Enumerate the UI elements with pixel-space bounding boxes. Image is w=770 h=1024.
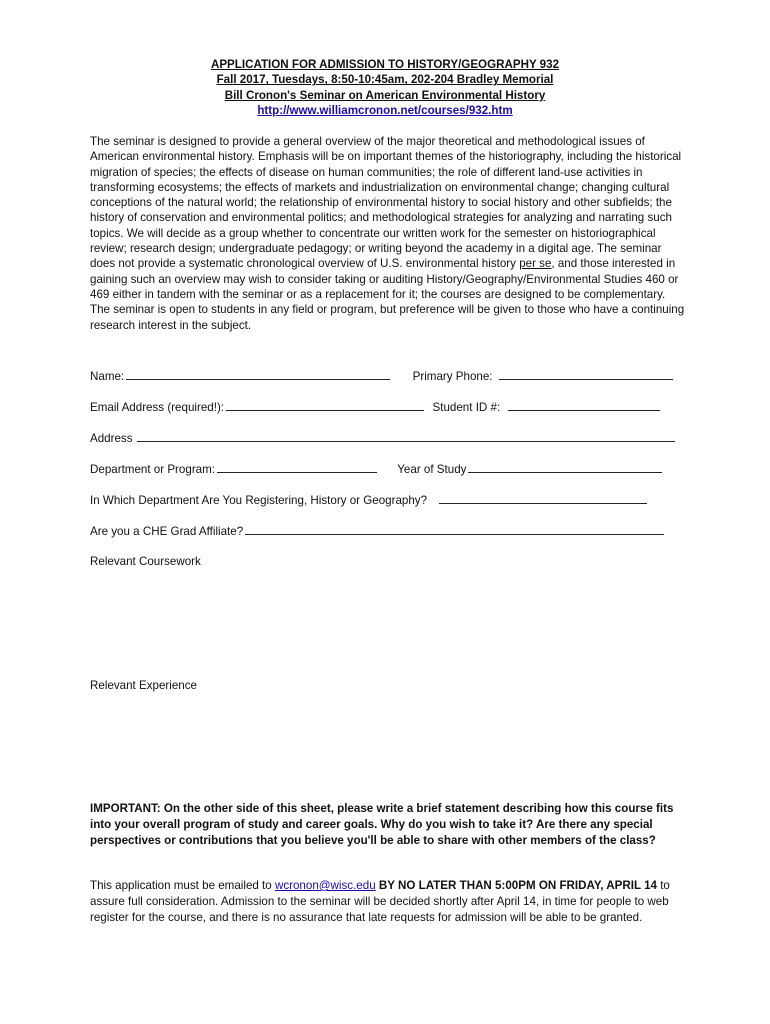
name-label: Name: xyxy=(90,370,125,383)
per-se-text: per se xyxy=(519,257,552,271)
phone-label: Primary Phone: xyxy=(412,370,493,383)
year-field[interactable] xyxy=(468,461,662,473)
course-url-link[interactable]: http://www.williamcronon.net/courses/932.htm xyxy=(257,104,513,118)
important-notice: IMPORTANT: On the other side of this sheet, please write a brief statement describing how this course fits into your overall program of study and career goals. Why do you wish to take it? Are there any special perspectives or contributions that you believe you'll be able to share with other members of the class? xyxy=(90,802,674,847)
name-field[interactable] xyxy=(126,368,390,380)
registering-row xyxy=(90,492,647,508)
description-part-1: The seminar is designed to provide a general overview of the major theoretical and methodological issues of American environmental history. Emphasis will be on important themes of the historiography, including the historical migration of species; the effects of disease on human communities; the role of different land-use activities in transforming ecosystems; the effects of markets and industrialization on environmental change; changing cultural conceptions of the natural world; the relationship of environmental history to social history and other subfields; the history of conservation and environmental politics; and methodological strategies for analyzing and narrating such topics. We will decide as a group whether to concentrate our written work for the semester on historiographical review; research design; undergraduate pedagogy; or writing beyond the academy in a digital age. The seminar does not provide a systematic chronological overview of U.S. environmental history xyxy=(90,135,682,271)
footer-rest: to assure full consideration. Admission to the seminar will be decided shortly after April 14, in time for people to web register for the course, and there is no assurance that late requests for admission will be able to be granted. xyxy=(90,879,670,924)
footer-lead: This application must be emailed to xyxy=(90,879,275,892)
deadline-text: BY NO LATER THAN 5:00PM ON FRIDAY, APRIL 14 xyxy=(375,879,657,892)
address-row xyxy=(90,430,675,446)
department-label: Department or Program: xyxy=(90,463,216,476)
seminar-description xyxy=(90,134,686,333)
application-header xyxy=(90,57,680,119)
name-row xyxy=(90,368,673,384)
phone-field[interactable] xyxy=(499,368,673,380)
course-schedule: Fall 2017, Tuesdays, 8:50-10:45am, 202-204 Bradley Memorial xyxy=(216,73,554,87)
application-title: APPLICATION FOR ADMISSION TO HISTORY/GEOGRAPHY 932 xyxy=(210,58,560,71)
che-label: Are you a CHE Grad Affiliate? xyxy=(90,525,244,538)
department-field[interactable] xyxy=(217,461,377,473)
experience-label: Relevant Experience xyxy=(90,679,197,692)
email-label: Email Address (required!): xyxy=(90,401,225,414)
submission-instructions xyxy=(90,878,682,925)
contact-email-link[interactable]: wcronon@wisc.edu xyxy=(274,879,376,892)
registering-label: In Which Department Are You Registering, History or Geography? xyxy=(90,494,428,507)
student-id-field[interactable] xyxy=(508,399,660,411)
email-row xyxy=(90,399,660,415)
address-label: Address xyxy=(90,432,133,445)
registering-field[interactable] xyxy=(439,492,647,504)
che-field[interactable] xyxy=(245,523,664,535)
student-id-label: Student ID #: xyxy=(432,401,501,414)
che-row xyxy=(90,523,664,539)
address-field[interactable] xyxy=(137,430,675,442)
coursework-label: Relevant Coursework xyxy=(90,555,201,568)
department-row xyxy=(90,461,662,477)
description-part-2: , and those interested in gaining such an overview may wish to consider taking or auditing History/Geography/Environmental Studies 460 or 469 either in tandem with the seminar or as a replacement for it; the courses are designed to be complementary. The seminar is open to students in any field or program, but preference will be given to those who have a continuing research interest in the subject. xyxy=(90,257,685,332)
year-label: Year of Study xyxy=(397,463,467,476)
seminar-name: Bill Cronon's Seminar on American Environmental History xyxy=(224,88,546,102)
email-field[interactable] xyxy=(226,399,424,411)
